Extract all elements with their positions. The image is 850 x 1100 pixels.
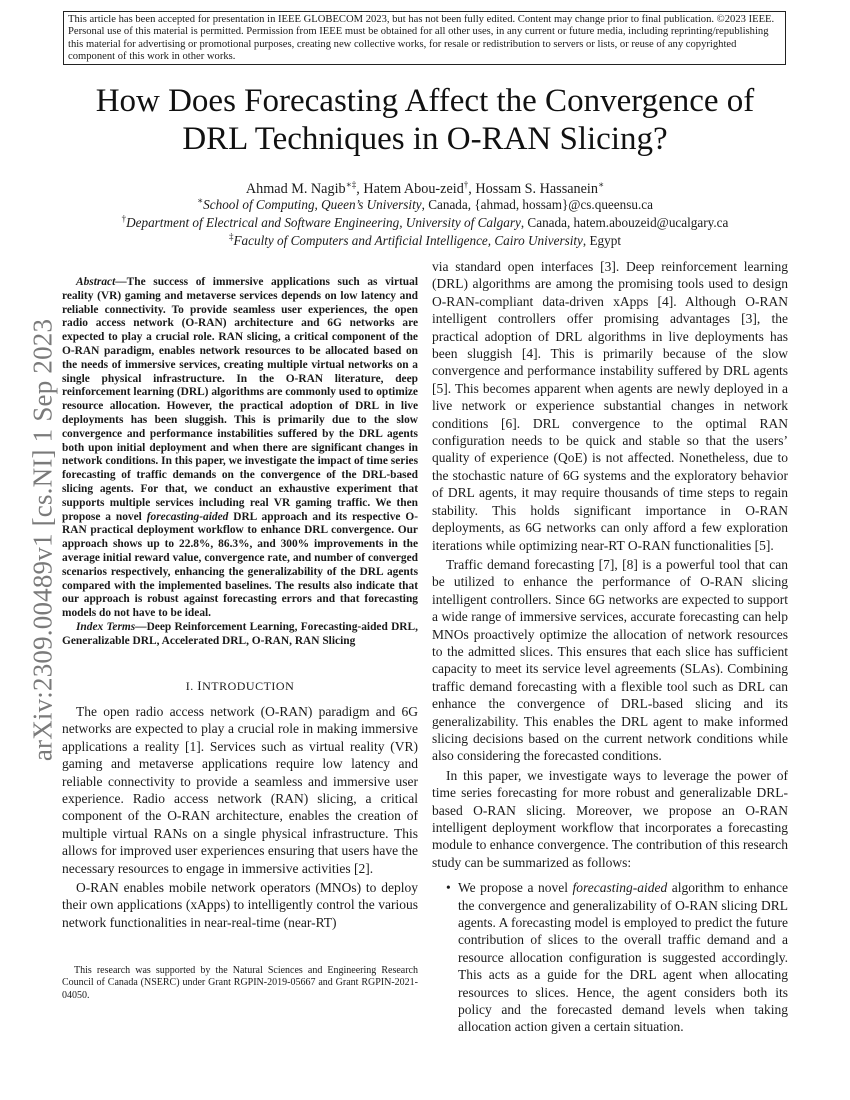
body-paragraph: O-RAN enables mobile network operators (MNOs) to deploy their own applications (xApps) to intelligently control the various network functionalities in near-real-time (near-RT) (62, 879, 418, 930)
affiliation-mark: ∗ (197, 195, 204, 206)
author-name: Hossam S. Hassanein (475, 181, 598, 197)
abstract-text: —The success of immersive applications such as virtual reality (VR) gaming and metaverse services depends on low latency and reliable connectivity. To provide seamless user experiences, the open radio access network (O-RAN) architecture and 6G networks are expected to play a crucial role. RAN slicing, a critical component of the O-RAN paradigm, enables network resources to be allocated based on the needs of immersive services, creating multiple virtual networks on a single physical infrastructure. In the O-RAN literature, deep reinforcement learning (DRL) algorithms are commonly used to optimize resource allocation. However, the practical adoption of DRL in live deployments has been sluggish. This is primarily due to the slow convergence and performance instabilities suffered by the DRL agents both upon initial deployment and when there are significant changes in network conditions. In this paper, we investigate the impact of time series forecasting of traffic demands on the convergence of the DRL-based slicing agents. For that, we conduct an exhaustive experiment that supports multiple services including real VR gaming traffic. We then propose a novel (62, 276, 418, 523)
index-terms-text: —Deep Reinforcement Learning, Forecasting-aided DRL, Generalizable DRL, Accelerated DRL, O-RAN, RAN Slicing (62, 620, 418, 647)
affiliation-rest: , Canada, hatem.abouzeid@ucalgary.ca (520, 215, 729, 230)
section-initial: I (197, 677, 203, 693)
affiliation-org: Department of Electrical and Software Engineering, University of Calgary (126, 215, 521, 230)
body-paragraph: Traffic demand forecasting [7], [8] is a powerful tool that can be utilized to enhance the performance of O-RAN slicing intelligent controllers. Since 6G networks are expected to support a wide range of immersive services, accurate forecasting can help MNOs proactively optimize the allocation of network resources to the admitted slices. This ensures that each slice has sufficient capacity to meet its service level agreements (SLAs). Combining traffic demand forecasting with a flexible tool such as DRL can enhance the convergence of DRL-based slicing and its generalizability. This enables the DRL agent to make informed slicing decisions based on the current network conditions while also considering the forecasted conditions. (432, 556, 788, 764)
author-name: Hatem Abou-zeid (363, 181, 464, 197)
affiliation (40, 232, 810, 249)
copyright-notice: This article has been accepted for presentation in IEEE GLOBECOM 2023, but has not been fully edited. Content may change prior to final publication. ©2023 IEEE. Personal use of this material is permitted. Permission from IEEE must be obtained for all other uses, in any current or future media, including reprinting/republishing this material for advertising or promotional purposes, creating new collective works, for resale or redistribution to servers or lists, or reuse of any copyrighted component of this work in other works. (63, 11, 786, 65)
body-paragraph: In this paper, we investigate ways to leverage the power of time series forecasting for more robust and generalizable DRL-based O-RAN slicing. Moreover, we propose an O-RAN intelligent deployment workflow that incorporates a forecasting module to enhance convergence. The contribution of this research study can be summarized as follows: (432, 767, 788, 870)
index-terms (62, 621, 418, 649)
contribution-list (432, 879, 788, 1036)
bullet-icon: • (446, 880, 451, 896)
abstract (62, 276, 418, 621)
contribution-text: We propose a novel (458, 880, 573, 896)
section-title-rest: NTRODUCTION (202, 678, 295, 693)
affiliation (40, 196, 810, 213)
affiliation (40, 214, 810, 231)
author-marks: ∗ (597, 179, 605, 190)
body-paragraph: The open radio access network (O-RAN) paradigm and 6G networks are expected to play a crucial role in making immersive applications a reality [1]. Services such as virtual reality (VR) gaming and metaverse applications require low latency and reliable connectivity to provide a seamless and immersive user experience. Radio access network (RAN) slicing, a critical component of the O-RAN architecture, enables the creation of multiple virtual RANs on a single physical infrastructure. This allows for improved user experiences ensuring that users have the necessary resources to engage in immersive activities [2]. (62, 703, 418, 876)
affiliation-org: School of Computing, Queen’s University (203, 197, 422, 212)
contribution-emphasis: forecasting-aided (572, 880, 668, 896)
abstract-text: DRL approach and its respective O-RAN practical deployment workflow to enhance DRL convergence. Our approach shows up to 22.8%, 86.3%, and 300% improvements in the average initial reward value, convergence rate, and number of converged scenarios respectively, enhancing the generalizability of the DRL agents compared with the implemented baselines. The results also indicate that our approach is robust against forecasting errors and that forecasting models do not have to be ideal. (62, 510, 418, 620)
author-list: Ahmad M. Nagib∗‡, Hatem Abou-zeid†, Hossam S. Hassanein∗ (245, 179, 605, 197)
paper-title: How Does Forecasting Affect the Convergence of DRL Techniques in O-RAN Slicing? (95, 83, 755, 157)
right-column (432, 258, 788, 1036)
section-number: I. (185, 678, 194, 693)
funding-footnote: This research was supported by the Natural Sciences and Engineering Research Council of Canada (NSERC) under Grant RGPIN-2019-05667 and Grant RGPIN-2021-04050. (62, 965, 418, 1001)
affiliation-rest: , Canada, {ahmad, hossam}@cs.queensu.ca (421, 197, 653, 212)
contribution-text: algorithm to enhance the convergence and generalizability of O-RAN slicing DRL agents. A forecasting model is employed to predict the future contribution of slices to the overall traffic demand and a resource allocation configuration is suggested accordingly. This acts as a guide for the DRL agent when allocating resources to slices. Hence, the agent considers both its policy and the forecasted demand levels when taking allocation action given a certain situation. (458, 880, 788, 1035)
author-marks: † (463, 179, 469, 190)
index-terms-label: Index Terms (76, 620, 136, 633)
author-name: Ahmad M. Nagib (245, 181, 346, 197)
affiliation-rest: , Egypt (582, 233, 622, 248)
affiliation-mark: ‡ (228, 231, 234, 242)
arxiv-stamp[interactable] (18, 300, 68, 780)
abstract-emphasis: forecasting-aided (146, 510, 229, 523)
abstract-label: Abstract (76, 276, 116, 288)
affiliation-org: Faculty of Computers and Artificial Intelligence, Cairo University (233, 233, 583, 248)
author-marks: ∗‡ (345, 179, 357, 190)
body-paragraph: via standard open interfaces [3]. Deep reinforcement learning (DRL) algorithms are among the promising tools used to design O-RAN-compliant data-driven xApps [4]. Although O-RAN intelligent controllers offer promising advantages [3], the practical adoption of DRL algorithms in live deployments has been sluggish [4]. This is primarily because of the slow convergence and performance instability suffered by DRL agents [5]. This becomes apparent when agents are newly deployed in a live network or experience substantial changes in network conditions [6]. DRL convergence to the optimal RAN configuration needs to be quick and stable so that the users’ quality of experience (QoE) is not affected. Nonetheless, due to the stochastic nature of 6G systems and the exploratory behavior of DRL agents, it may require thousands of time steps to regain stability. This holds significant importance in O-RAN deployments, as 6G networks can only afford a few exploration iterations while optimizing near-RT O-RAN functionalities [5]. (432, 259, 788, 553)
left-column (62, 276, 418, 931)
section-heading (62, 677, 418, 695)
arxiv-stamp-text: arXiv:2309.00489v1 [cs.NI] 1 Sep 2023 (27, 318, 58, 762)
list-item (432, 879, 788, 1036)
affiliation-mark: † (121, 213, 127, 224)
